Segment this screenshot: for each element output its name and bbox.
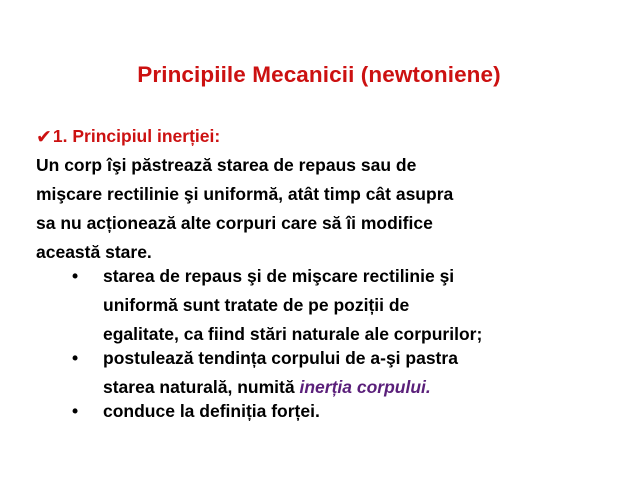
- bullet-marker: •: [72, 348, 79, 368]
- paragraph-line: sa nu acționează alte corpuri care să îi modifice: [36, 213, 433, 233]
- bullet-1-line: uniformă sunt tratate de pe poziții de: [103, 295, 410, 315]
- paragraph-line: mişcare rectilinie şi uniformă, atât timp cât asupra: [36, 184, 454, 204]
- principle-heading-text: 1. Principiul inerției:: [52, 126, 221, 146]
- paragraph-line: Un corp îşi păstrează starea de repaus sau de: [36, 155, 417, 175]
- bullet-1-line: egalitate, ca fiind stări naturale ale corpurilor;: [103, 324, 483, 344]
- bullet-2-text: starea naturală, numită: [103, 377, 300, 397]
- paragraph-line: această stare.: [36, 242, 152, 262]
- bullet-2-line: [103, 377, 431, 398]
- emphasized-term: inerția corpului.: [299, 377, 431, 397]
- bullet-3-line: conduce la definiția forței.: [103, 401, 320, 421]
- bullet-marker: •: [72, 266, 79, 286]
- bullet-1-line: starea de repaus şi de mişcare rectilinie şi: [103, 266, 455, 286]
- bullet-marker: •: [72, 401, 79, 421]
- slide-title: Principiile Mecanicii (newtoniene): [137, 62, 501, 87]
- checkmark-icon: ✔: [36, 127, 52, 148]
- principle-heading: [36, 126, 220, 149]
- bullet-2-line: postulează tendința corpului de a-şi pastra: [103, 348, 458, 368]
